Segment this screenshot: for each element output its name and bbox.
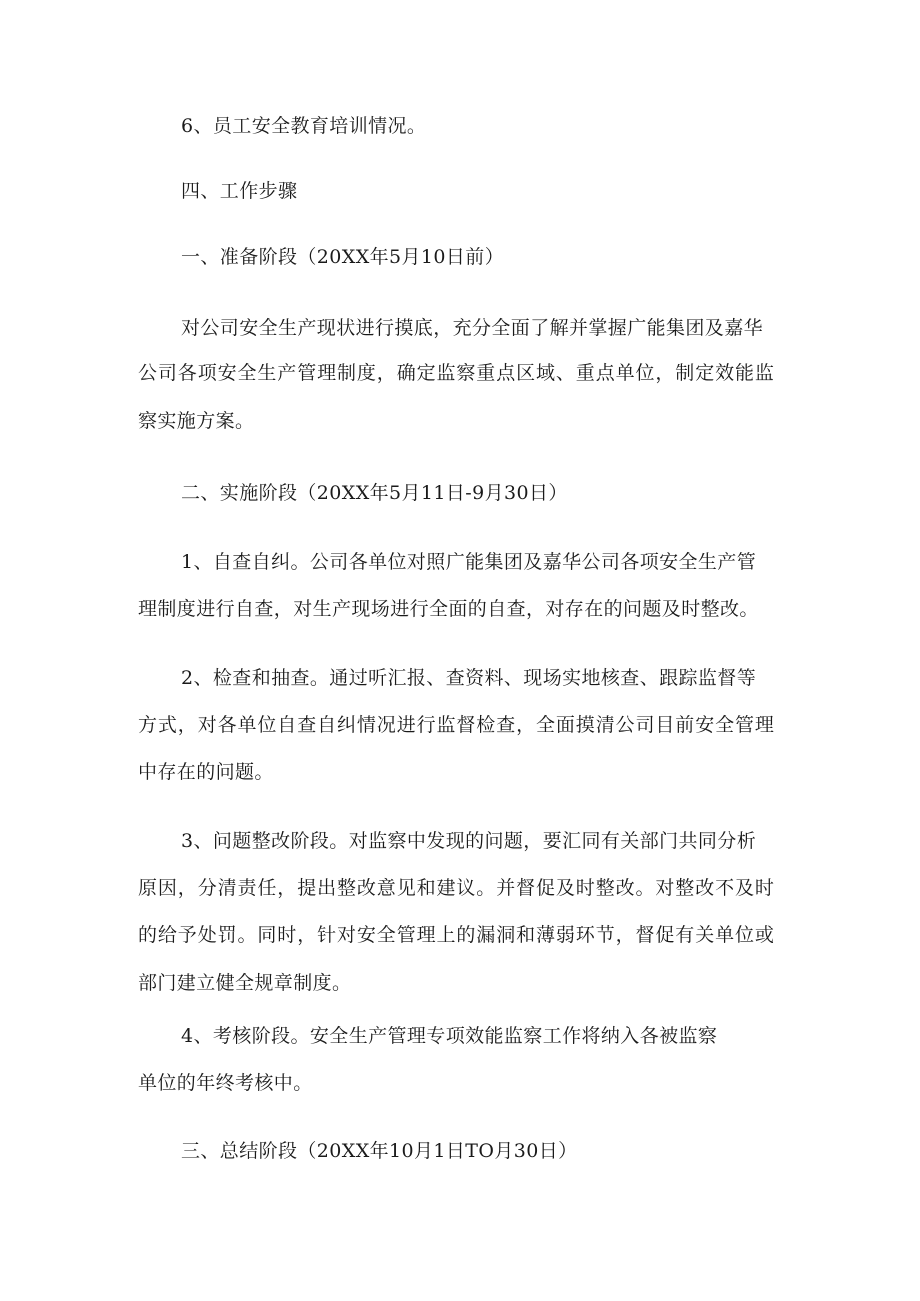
list-item-6: 6、员工安全教育培训情况。 bbox=[181, 115, 427, 137]
paragraph-line: 单位的年终考核中。 bbox=[138, 1072, 313, 1094]
paragraph-line: 对公司安全生产现状进行摸底，充分全面了解并掌握广能集团及嘉华 bbox=[181, 317, 764, 339]
paragraph-line: 方式，对各单位自查自纠情况进行监督检查，全面摸清公司目前安全管理 bbox=[138, 714, 775, 736]
paragraph-line: 4、考核阶段。安全生产管理专项效能监察工作将纳入各被监察 bbox=[181, 1025, 718, 1047]
paragraph-line: 的给予处罚。同时，针对安全管理上的漏洞和薄弱环节，督促有关单位或 bbox=[138, 924, 775, 946]
paragraph-line: 1、自查自纠。公司各单位对照广能集团及嘉华公司各项安全生产管 bbox=[181, 551, 757, 573]
paragraph-line: 部门建立健全规章制度。 bbox=[138, 972, 352, 994]
stage-heading-implementation: 二、实施阶段（20XX年5月11日-9月30日） bbox=[181, 482, 568, 504]
stage-heading-preparation: 一、准备阶段（20XX年5月10日前） bbox=[181, 246, 505, 268]
paragraph-line: 理制度进行自查，对生产现场进行全面的自查，对存在的问题及时整改。 bbox=[138, 598, 759, 620]
stage-heading-summary: 三、总结阶段（20XX年10月1日TO月30日） bbox=[181, 1140, 578, 1162]
paragraph-line: 察实施方案。 bbox=[138, 410, 255, 432]
paragraph-line: 3、问题整改阶段。对监察中发现的问题，要汇同有关部门共同分析 bbox=[181, 830, 757, 852]
paragraph-line: 中存在的问题。 bbox=[138, 761, 274, 783]
paragraph-line: 公司各项安全生产管理制度，确定监察重点区域、重点单位，制定效能监 bbox=[138, 362, 775, 384]
paragraph-line: 原因，分清责任，提出整改意见和建议。并督促及时整改。对整改不及时 bbox=[138, 877, 775, 899]
paragraph-line: 2、检查和抽查。通过听汇报、查资料、现场实地核查、跟踪监督等 bbox=[181, 667, 757, 689]
section-heading-work-steps: 四、工作步骤 bbox=[181, 180, 298, 202]
